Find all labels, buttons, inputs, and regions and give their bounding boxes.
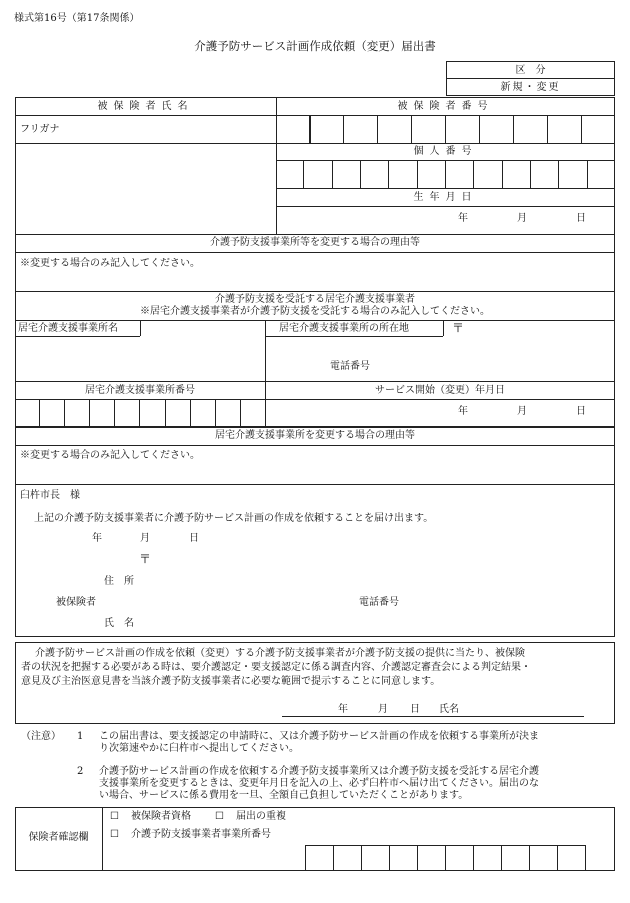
declaration-text: 上記の介護予防支援事業者に介護予防サービス計画の作成を依頼することを届け出ます。 [34, 513, 434, 524]
consent-day-unit: 日 [410, 704, 420, 715]
insured-number-cells[interactable] [276, 115, 615, 143]
notes-label: （注意） [21, 731, 61, 742]
form-number: 様式第16号（第17条関係） [14, 13, 140, 24]
office-postal-mark: 〒 [452, 321, 465, 335]
service-start-year-unit: 年 [458, 406, 468, 417]
birth-day-unit: 日 [576, 213, 586, 224]
change-reason-1-title: 介護予防支援事業所等を変更する場合の理由等 [210, 237, 420, 248]
note-1-line-2: り次第速やかに臼杵市へ提出してください。 [99, 743, 299, 754]
kubun-value: 新規・変更 [500, 82, 561, 93]
check-insured-status-label: 被保険者資格 [131, 811, 191, 822]
note-2-line-1: 介護予防サービス計画の作成を依頼する介護予防支援事業所又は介護予防支援を受託する居宅介護 [99, 766, 539, 777]
office-address-label: 居宅介護支援事業所の所在地 [279, 323, 409, 334]
office-phone-label: 電話番号 [330, 361, 370, 372]
checkbox-insured-status[interactable]: ☐ [110, 811, 119, 822]
applicant-postal-mark: 〒 [139, 552, 152, 566]
service-start-month-unit: 月 [517, 406, 527, 417]
personal-number-cells[interactable] [276, 160, 615, 188]
furigana-label: フリガナ [20, 124, 60, 135]
change-reason-1-note: ※変更する場合のみ記入してください。 [20, 258, 200, 269]
office-number-cells[interactable] [15, 399, 265, 427]
insurer-check-label: 保険者確認欄 [28, 832, 89, 843]
insurer-office-number-cells[interactable] [305, 845, 586, 871]
provider-title-2: ※居宅介護支援事業者が介護予防支援を受託する場合のみ記入してください。 [140, 306, 490, 317]
note-1-number: 1 [77, 731, 84, 742]
applicant-phone-label: 電話番号 [359, 597, 399, 608]
decl-month-unit: 月 [140, 533, 150, 544]
applicant-name-label: 氏 名 [104, 618, 134, 629]
consent-signature-line[interactable] [282, 716, 584, 717]
service-start-day-unit: 日 [576, 406, 586, 417]
decl-year-unit: 年 [92, 533, 102, 544]
birth-date-label: 生年月日 [413, 192, 478, 203]
page-title: 介護予防サービス計画作成依頼（変更）届出書 [194, 39, 436, 53]
office-number-label: 居宅介護支援事業所番号 [85, 385, 195, 396]
addressee: 臼杵市長 様 [20, 490, 80, 501]
consent-line-1: 介護予防サービス計画の作成を依頼（変更）する介護予防支援事業者が介護予防支援の提供に当たり、被保険 [35, 648, 525, 659]
change-reason-2-title: 居宅介護支援事業所を変更する場合の理由等 [215, 430, 415, 441]
insured-name-label: 被保険者氏名 [97, 101, 194, 112]
check-office-number-label: 介護予防支援事業者事業所番号 [131, 829, 271, 840]
consent-line-3: 意見及び主治医意見書を当該介護予防支援事業者に必要な範囲で提示することに同意します。 [21, 676, 441, 687]
consent-line-2: 者の状況を把握する必要がある時は、要介護認定・要支援認定に係る調査内容、介護認定審査会による判定結果・ [21, 662, 531, 673]
checkbox-duplicate[interactable]: ☐ [215, 811, 224, 822]
insured-number-label: 被保険者番号 [397, 101, 494, 112]
note-2-line-3: い場合、サービスに係る費用を一旦、全額自己負担していただくことがあります。 [99, 790, 469, 801]
consent-month-unit: 月 [378, 704, 388, 715]
note-1-line-1: この届出書は、要支援認定の申請時に、又は介護予防サービス計画の作成を依頼する事業所が決ま [99, 731, 539, 742]
note-2-number: 2 [77, 766, 84, 777]
applicant-insured-label: 被保険者 [56, 597, 96, 608]
provider-title-1: 介護予防支援を受託する居宅介護支援事業者 [215, 294, 415, 305]
personal-number-label: 個人番号 [413, 146, 478, 157]
birth-month-unit: 月 [517, 213, 527, 224]
service-start-label: サービス開始（変更）年月日 [375, 385, 505, 396]
applicant-address-label: 住 所 [104, 576, 134, 587]
decl-day-unit: 日 [189, 533, 199, 544]
consent-year-unit: 年 [338, 704, 348, 715]
checkbox-office-number[interactable]: ☐ [110, 829, 119, 840]
note-2-line-2: 支援事業所を変更するときは、変更年月日を記入の上、必ず臼杵市へ届け出てください。届出のな [99, 778, 539, 789]
kubun-label: 区 分 [515, 65, 546, 76]
office-name-label: 居宅介護支援事業所名 [18, 323, 118, 334]
check-duplicate-label: 届出の重複 [236, 811, 286, 822]
birth-year-unit: 年 [458, 213, 468, 224]
consent-name-label: 氏名 [439, 704, 459, 715]
change-reason-2-note: ※変更する場合のみ記入してください。 [20, 450, 200, 461]
